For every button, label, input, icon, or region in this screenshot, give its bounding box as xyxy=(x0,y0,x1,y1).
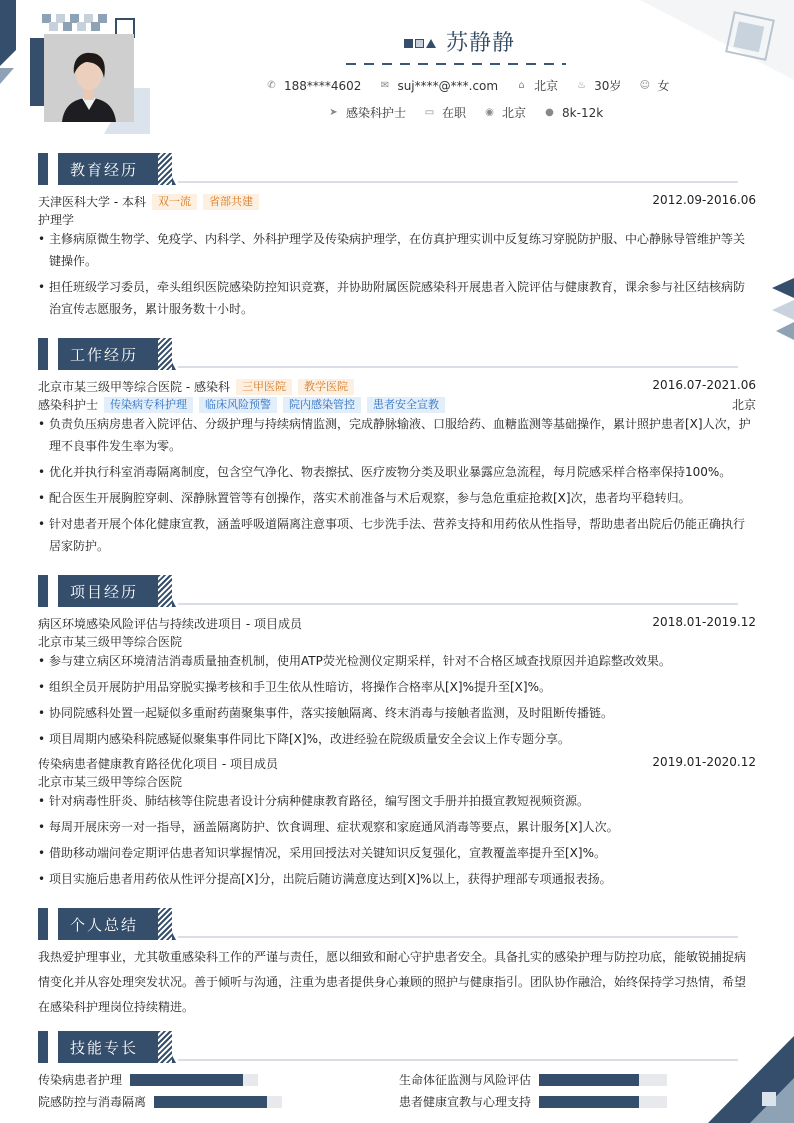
section-accent xyxy=(38,1031,48,1063)
salary-item xyxy=(544,106,603,120)
skill-bar xyxy=(130,1074,258,1086)
briefcase-icon: ▭ xyxy=(424,107,435,118)
skill-item xyxy=(38,1093,282,1110)
list-item: • 项目周期内感染科院感疑似聚集事件同比下降[X]%，改进经验在院级质量安全会议上作专题分享。 xyxy=(38,728,752,750)
profile-photo xyxy=(44,34,134,122)
company-tag: 三甲医院 xyxy=(236,379,292,395)
education-bullets xyxy=(38,228,752,324)
list-item: • 担任班级学习委员，牵头组织医院感染防控知识竞赛，并协助附属医院感染科开展患者入院评估与健康教育，课余参与社区结核病防治宣传志愿服务，累计服务数十小时。 xyxy=(38,276,752,320)
job-item xyxy=(328,104,406,121)
project-title: 项目经历 xyxy=(70,583,139,601)
project-org: 北京市某三级甲等综合医院 xyxy=(38,775,183,789)
section-stripe xyxy=(158,908,172,940)
skill-bar-fill xyxy=(154,1096,267,1108)
list-item: • 配合医生开展胸腔穿刺、深静脉置管等有创操作，落实术前准备与术后观察，参与急危重症抢救[X]次，患者均平稳转归。 xyxy=(38,487,752,509)
home-item xyxy=(516,77,558,94)
job-value: 感染科护士 xyxy=(346,106,407,120)
skill-item xyxy=(38,1071,258,1088)
smile-icon: ☺ xyxy=(639,80,651,91)
work-date: 2016.07-2021.06 xyxy=(652,378,756,392)
email-value: suj****@***.com xyxy=(397,78,499,93)
list-item: • 协同院感科处置一起疑似多重耐药菌聚集事件，落实接触隔离、终末消毒与接触者监测，及时阻断传播链。 xyxy=(38,702,752,724)
list-item: • 项目实施后患者用药依从性评分提高[X]分，出院后随访满意度达到[X]%以上，获得护理部专项通报表扬。 xyxy=(38,868,752,890)
right-edge-decoration xyxy=(772,278,794,342)
section-divider xyxy=(178,936,738,938)
project-2-row xyxy=(38,755,756,772)
major: 护理学 xyxy=(38,213,75,227)
summary-section-header xyxy=(38,908,744,940)
home-icon: ⌂ xyxy=(518,80,525,91)
section-divider xyxy=(178,181,738,183)
project-org: 北京市某三级甲等综合医院 xyxy=(38,635,183,649)
money-icon: ● xyxy=(545,107,554,118)
phone-item xyxy=(266,79,361,93)
skill-bar-fill xyxy=(539,1074,639,1086)
section-divider xyxy=(178,366,738,368)
age-item xyxy=(576,77,621,94)
list-item: • 借助移动端问卷定期评估患者知识掌握情况，采用回授法对关键知识反复强化，宣教覆盖率提升至[X]%。 xyxy=(38,842,752,864)
section-stripe xyxy=(158,338,172,370)
skills-title: 技能专长 xyxy=(70,1039,139,1057)
role-tag: 传染病专科护理 xyxy=(104,397,193,413)
work-company-row xyxy=(38,378,756,395)
education-section-header xyxy=(38,153,744,185)
list-item: • 参与建立病区环境清洁消毒质量抽查机制，使用ATP荧光检测仪定期采样，针对不合格区域查找原因并追踪整改效果。 xyxy=(38,650,752,672)
status-value: 在职 xyxy=(442,106,467,120)
mail-icon: ✉ xyxy=(380,80,390,91)
project-1-bullets xyxy=(38,650,752,754)
role-tag: 院内感染管控 xyxy=(283,397,361,413)
age-value: 30岁 xyxy=(594,79,622,93)
section-accent xyxy=(38,575,48,607)
skill-item xyxy=(399,1071,667,1088)
send-icon: ➤ xyxy=(329,107,338,118)
list-item: • 每周开展床旁一对一指导，涵盖隔离防护、饮食调理、症状观察和家庭通风消毒等要点，累计服务[X]人次。 xyxy=(38,816,752,838)
summary-title: 个人总结 xyxy=(70,916,139,934)
contact-row xyxy=(266,77,687,94)
candidate-name: 苏静静 xyxy=(446,31,516,56)
location-icon: ◉ xyxy=(485,107,494,118)
role-tag: 患者安全宣教 xyxy=(367,397,445,413)
email-item xyxy=(379,79,498,93)
section-accent xyxy=(38,338,48,370)
skill-bar xyxy=(539,1074,667,1086)
education-title: 教育经历 xyxy=(70,161,139,179)
home-value: 北京 xyxy=(534,79,559,93)
skill-name: 患者健康宣教与心理支持 xyxy=(399,1095,532,1109)
skill-bar-fill xyxy=(539,1096,639,1108)
work-bullets xyxy=(38,413,752,561)
project-date: 2019.01-2020.12 xyxy=(652,755,756,769)
cake-icon: ♨ xyxy=(577,80,587,91)
list-item: • 针对病毒性肝炎、肺结核等住院患者设计分病种健康教育路径，编写图文手册并拍摄宣教短视频资源。 xyxy=(38,790,752,812)
list-item: • 优化并执行科室消毒隔离制度，包含空气净化、物表擦拭、医疗废物分类及职业暴露应急流程，每月院感采样合格率保持100%。 xyxy=(38,461,752,483)
section-accent xyxy=(38,908,48,940)
skill-bar xyxy=(154,1096,282,1108)
section-divider xyxy=(178,1059,738,1061)
project-1-row xyxy=(38,615,756,632)
school-tag: 省部共建 xyxy=(203,194,259,210)
school-tag: 双一流 xyxy=(152,194,197,210)
phone-value: 188****4602 xyxy=(284,78,362,93)
gender-value: 女 xyxy=(657,79,670,93)
work-section-header xyxy=(38,338,744,370)
list-item: • 组织全员开展防护用品穿脱实操考核和手卫生依从性暗访，将操作合格率从[X]%提升至[X]%。 xyxy=(38,676,752,698)
list-item: • 主修病原微生物学、免疫学、内科学、外科护理学及传染病护理学，在仿真护理实训中反复练习穿脱防护服、中心静脉导管维护等关键操作。 xyxy=(38,228,752,272)
education-date: 2012.09-2016.06 xyxy=(652,193,756,207)
skill-name: 传染病患者护理 xyxy=(38,1073,123,1087)
skills-section-header xyxy=(38,1031,744,1063)
work-location: 北京 xyxy=(731,398,756,412)
gender-item xyxy=(639,77,669,94)
skill-bar xyxy=(539,1096,667,1108)
name-decoration xyxy=(404,36,438,50)
project-date: 2018.01-2019.12 xyxy=(652,615,756,629)
project-name: 传染病患者健康教育路径优化项目 - 项目成员 xyxy=(38,757,278,771)
section-divider xyxy=(178,603,738,605)
status-item xyxy=(424,104,466,121)
project-section-header xyxy=(38,575,744,607)
skill-item xyxy=(399,1093,667,1110)
school-name: 天津医科大学 - 本科 xyxy=(38,195,146,209)
education-entry xyxy=(38,193,756,210)
company-name: 北京市某三级甲等综合医院 - 感染科 xyxy=(38,380,230,394)
section-stripe xyxy=(158,575,172,607)
phone-icon: ✆ xyxy=(267,80,276,91)
city-value: 北京 xyxy=(502,106,527,120)
list-item: • 针对患者开展个体化健康宣教，涵盖呼吸道隔离注意事项、七步洗手法、营养支持和用药依从性指导，帮助患者出院后仍能正确执行居家防护。 xyxy=(38,513,752,557)
skill-bar-fill xyxy=(130,1074,243,1086)
intent-row xyxy=(328,104,621,121)
section-stripe xyxy=(158,153,172,185)
salary-value: 8k-12k xyxy=(562,105,604,120)
skill-name: 院感防控与消毒隔离 xyxy=(38,1095,147,1109)
project-2-bullets xyxy=(38,790,752,894)
skill-name: 生命体征监测与风险评估 xyxy=(399,1073,532,1087)
list-item: • 负责负压病房患者入院评估、分级护理与持续病情监测，完成静脉输液、口服给药、血糖监测等基础操作，累计照护患者[X]人次，护理不良事件发生率为零。 xyxy=(38,413,752,457)
section-accent xyxy=(38,153,48,185)
project-name: 病区环境感染风险评估与持续改进项目 - 项目成员 xyxy=(38,617,302,631)
section-stripe xyxy=(158,1031,172,1063)
city-item xyxy=(484,104,526,121)
company-tag: 教学医院 xyxy=(298,379,354,395)
role-name: 感染科护士 xyxy=(38,398,99,412)
work-title: 工作经历 xyxy=(70,346,139,364)
summary-text: 我热爱护理事业，尤其敬重感染科工作的严谨与责任，愿以细致和耐心守护患者安全。具备扎实的感染护理与防控功底，能敏锐捕捉病情变化并从容处理突发状况。善于倾听与沟通，注重为患者提供身心兼顾的照护与健康指引。团队协作融洽，始终保持学习热情，希望在感染科护理岗位持续精进。 xyxy=(38,950,747,1014)
role-tag: 临床风险预警 xyxy=(199,397,277,413)
work-role-row xyxy=(38,396,756,413)
name-underline xyxy=(346,63,566,65)
